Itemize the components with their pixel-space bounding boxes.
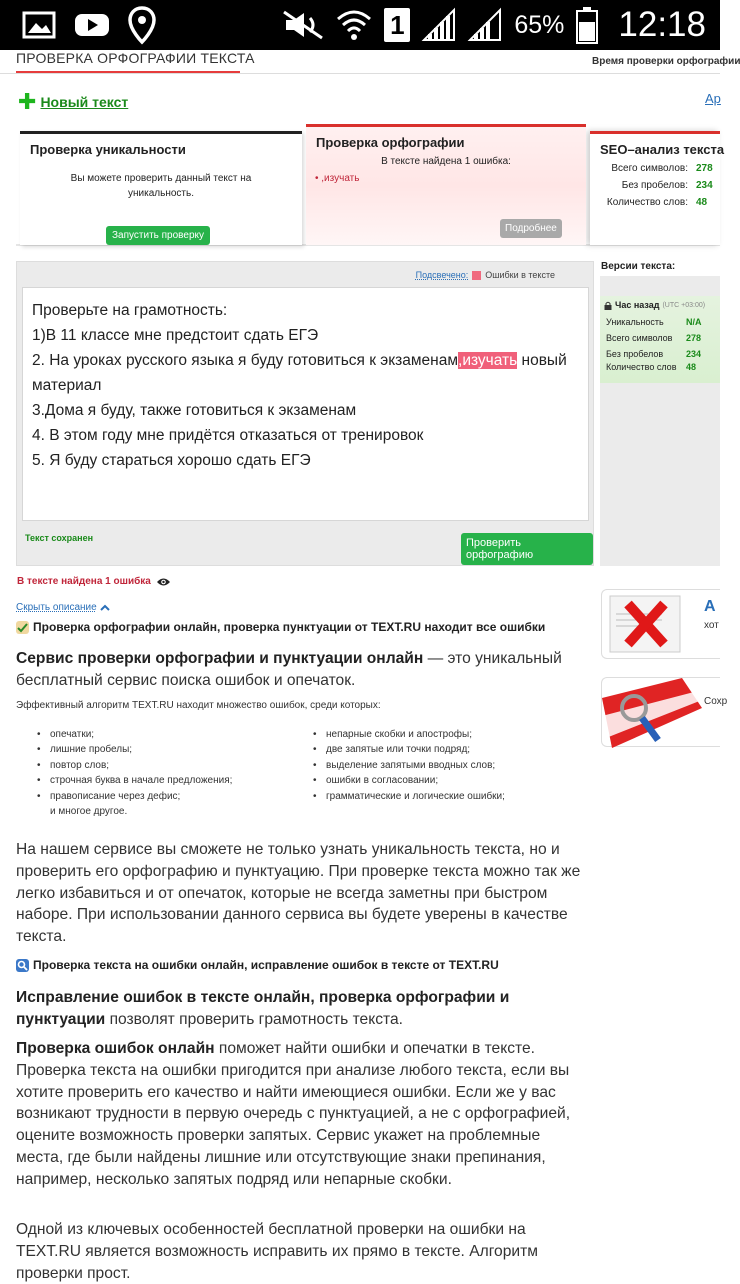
tab-spelling-desc: В тексте найдена 1 ошибка: — [381, 156, 511, 167]
tab-uniqueness-title: Проверка уникальности — [30, 142, 186, 157]
tab-seo-title: SEO–анализ текста — [600, 142, 725, 157]
intro-paragraph — [16, 648, 586, 692]
errors-found-text: В тексте найдена 1 ошибка — [17, 576, 151, 587]
error-types-list-right — [312, 727, 505, 804]
signal2-icon — [468, 8, 502, 42]
page-title: ПРОВЕРКА ОРФОГРАФИИ ТЕКСТА — [16, 50, 255, 66]
text-line: Проверьте на грамотность: — [32, 302, 228, 319]
highlighted-error[interactable]: ,изучать — [458, 352, 518, 369]
text-fragment: новый материал — [32, 352, 567, 394]
tab-spelling-title: Проверка орфографии — [316, 135, 465, 150]
online-check-rest: поможет найти ошибки и опечатки в тексте. Проверка текста на ошибки пригодится при анализе любого текста, если вы хотите проверить его качество и найти имеющиеся ошибки. Если же у вас возникают трудности в первую очередь с пунктуацией, а не с орфографией, оцените возможность проверки запятых. Сервис укажет на проблемные места, где были найдены лишние или отсутствующие знаки препинания, например, несколько запятых подряд или непарные скобки. — [16, 1040, 571, 1188]
save-ad-banner[interactable] — [601, 677, 728, 747]
list-item: • опечатки; — [36, 727, 232, 742]
version-row — [604, 362, 720, 372]
seo-row — [590, 180, 720, 191]
version-header — [604, 300, 720, 310]
tab-uniqueness[interactable] — [20, 131, 302, 245]
hide-description-text: Скрыть описание — [16, 602, 97, 613]
list-item: • непарные скобки и апострофы; — [312, 727, 505, 742]
version-label: Всего символов — [606, 333, 673, 343]
check-badge-icon — [16, 621, 29, 634]
highlight-link[interactable]: Подсвечено: — [415, 270, 469, 280]
list-item: • грамматические и логические ошибки; — [312, 789, 505, 804]
service-paragraph: На нашем сервисе вы сможете не только узнать уникальность текста, но и проверить его орфографию и пунктуацию. При проверке текста можно так же легко избавиться и от опечаток, которые не всегда заметны при быстром наборе. При использовании данного сервиса вы будете уверены в качестве текста. — [16, 841, 581, 946]
correction-note-text: Проверка текста на ошибки онлайн, исправление ошибок в тексте от TEXT.RU — [33, 958, 499, 972]
check-spelling-button[interactable]: Проверить орфографию — [461, 533, 593, 565]
seo-value: 48 — [696, 197, 708, 208]
new-text-link[interactable]: Новый текст — [40, 94, 129, 110]
seo-value: 278 — [696, 163, 713, 174]
battery-percent: 65% — [514, 10, 565, 39]
magnifier-icon — [602, 678, 702, 748]
online-check-bold: Проверка ошибок онлайн — [16, 1040, 215, 1057]
cross-certificate-icon — [602, 590, 702, 660]
version-timezone: (UTC +03:00) — [662, 301, 706, 309]
intro-bold: Сервис проверки орфографии и пунктуации онлайн — [16, 650, 424, 667]
clock: 12:18 — [618, 5, 706, 44]
mute-icon — [282, 10, 324, 40]
check-tabs — [16, 126, 725, 246]
seo-row — [590, 163, 720, 174]
details-button[interactable]: Подробнее — [500, 219, 562, 238]
text-input-area[interactable] — [22, 287, 589, 521]
gallery-icon — [22, 11, 56, 39]
list-item: • две запятые или точки подряд; — [312, 742, 505, 757]
version-row — [604, 333, 720, 343]
list-item: • повтор слов; — [36, 758, 232, 773]
battery-icon — [576, 6, 598, 44]
list-item: • выделение запятыми вводных слов; — [312, 758, 505, 773]
saved-status: Текст сохранен — [25, 533, 94, 543]
eye-icon[interactable] — [156, 577, 171, 587]
errors-found-status — [17, 576, 171, 587]
seo-value: 234 — [696, 180, 713, 191]
correction-note — [16, 958, 499, 972]
location-icon — [128, 6, 156, 44]
version-label: Количество слов — [606, 362, 677, 372]
check-time-label: Время проверки орфографии — [592, 56, 740, 67]
text-fragment: 2. На уроках русского языка я буду готовиться к экзаменам — [32, 352, 459, 369]
chevron-up-icon — [100, 604, 110, 611]
youtube-icon — [74, 11, 110, 39]
tab-uniqueness-desc: Вы можете проверить данный текст на уникальность. — [70, 173, 252, 199]
signal-icon — [422, 8, 456, 42]
tab-spelling[interactable] — [306, 124, 586, 245]
sim-icon: 1 — [384, 8, 410, 42]
ad2-text: Сохр — [704, 696, 728, 707]
error-word-item[interactable]: • ,изучать — [315, 173, 360, 184]
status-bar — [0, 0, 720, 50]
text-line: 4. В этом году мне придётся отказаться от тренировок — [32, 427, 424, 444]
version-value: 234 — [686, 349, 702, 359]
intro-rest: — это уникальный бесплатный сервис поиска ошибок и опечаток. — [16, 650, 562, 689]
start-check-button[interactable]: Запустить проверку — [106, 226, 210, 245]
version-label: Уникальность — [606, 317, 664, 327]
search-badge-icon — [16, 959, 29, 972]
ar-link[interactable]: Ар — [705, 91, 721, 106]
algorithm-text: Эффективный алгоритм TEXT.RU находит множество ошибок, среди которых: — [16, 700, 381, 711]
version-value: 48 — [686, 362, 697, 372]
version-row — [604, 349, 720, 359]
legend-label: Ошибки в тексте — [485, 270, 555, 280]
spelling-note-text: Проверка орфографии онлайн, проверка пунктуации от TEXT.RU находит все ошибки — [33, 620, 546, 634]
uniqueness-ad-banner[interactable] — [601, 589, 720, 659]
text-editor-panel — [16, 261, 594, 566]
version-card[interactable] — [600, 296, 720, 383]
plus-icon: ✚ — [18, 89, 37, 114]
version-time: Час назад — [615, 300, 660, 310]
ad-letter-a: A — [704, 598, 716, 615]
error-types-list-left — [36, 727, 232, 819]
list-item: и многое другое. — [50, 806, 128, 818]
seo-label: Количество слов: — [606, 197, 688, 208]
text-line — [32, 348, 579, 398]
feature-paragraph: Одной из ключевых особенностей бесплатной проверки на ошибки на TEXT.RU является возможность исправить их прямо в тексте. Алгоритм проверки прост. — [16, 1221, 538, 1282]
seo-label: Без пробелов: — [621, 180, 688, 191]
wifi-icon — [336, 9, 372, 41]
list-item: • правописание через дефис; — [36, 789, 232, 804]
text-line: 5. Я буду стараться хорошо сдать ЕГЭ — [32, 452, 311, 469]
list-item: • ошибки в согласовании; — [312, 773, 505, 788]
online-check-paragraph — [16, 1038, 586, 1191]
highlight-legend — [416, 270, 555, 280]
text-line: 3.Дома я буду, также готовиться к экзаменам — [32, 402, 357, 419]
version-label: Без пробелов — [606, 349, 664, 359]
list-item: • строчная буква в начале предложения; — [36, 773, 232, 788]
list-item: • лишние пробелы; — [36, 742, 232, 757]
hide-description-link[interactable] — [16, 602, 110, 613]
seo-label: Всего символов: — [611, 163, 688, 174]
versions-title: Версии текста: — [601, 261, 676, 272]
version-value: 278 — [686, 333, 702, 343]
version-row — [604, 317, 720, 327]
seo-row — [590, 197, 720, 208]
tab-seo[interactable] — [590, 131, 725, 245]
version-value: N/A — [686, 317, 702, 327]
text-line: 1)В 11 классе мне предстоит сдать ЕГЭ — [32, 327, 319, 344]
new-text-button[interactable] — [18, 89, 129, 114]
correction-bold: Исправление ошибок в тексте онлайн, проверка орфографии и пунктуации — [16, 989, 510, 1028]
error-color-swatch — [472, 271, 481, 280]
spelling-note — [16, 620, 545, 634]
lock-icon — [604, 301, 612, 310]
ad1-text: хот — [704, 620, 719, 631]
correction-paragraph — [16, 987, 586, 1031]
header-divider — [0, 73, 720, 74]
correction-rest: позволят проверить грамотность текста. — [105, 1010, 403, 1028]
